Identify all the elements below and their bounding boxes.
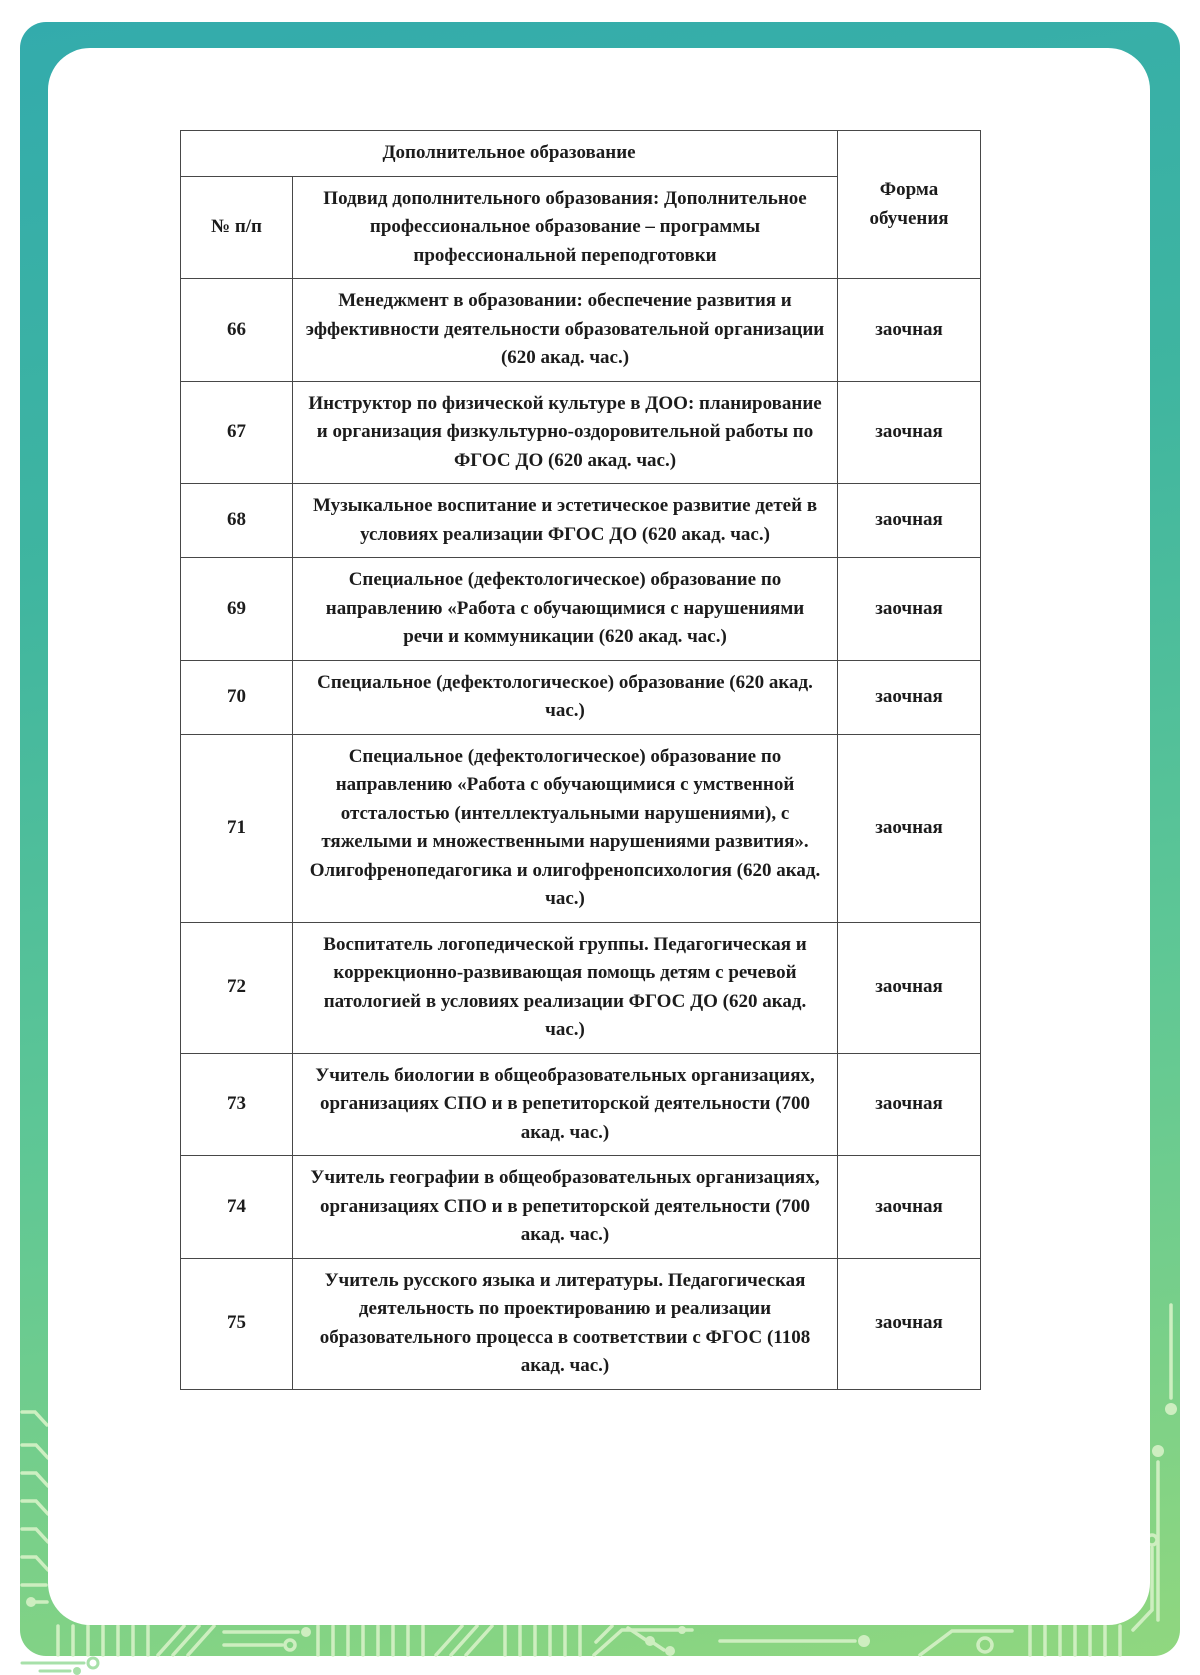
- table-header-row-group: [181, 131, 981, 177]
- row-form: заочная: [838, 558, 981, 661]
- group-header-cell: Дополнительное образование: [181, 131, 838, 177]
- table-row: [181, 381, 981, 484]
- col-header-form: Форма обучения: [838, 131, 981, 279]
- col-header-num: № п/п: [181, 176, 293, 279]
- row-program: Специальное (дефектологическое) образование (620 акад. час.): [293, 660, 838, 734]
- row-number: 68: [181, 484, 293, 558]
- row-program: Музыкальное воспитание и эстетическое развитие детей в условиях реализации ФГОС ДО (620 акад. час.): [293, 484, 838, 558]
- row-number: 71: [181, 734, 293, 922]
- row-number: 75: [181, 1258, 293, 1389]
- row-program: Учитель русского языка и литературы. Педагогическая деятельность по проектированию и реализации образовательного процесса в соответствии с ФГОС (1108 акад. час.): [293, 1258, 838, 1389]
- programs-table: [180, 130, 981, 1390]
- row-program: Учитель географии в общеобразовательных организациях, организациях СПО и в репетиторской деятельности (700 акад. час.): [293, 1156, 838, 1259]
- table-row: [181, 484, 981, 558]
- table-row: [181, 558, 981, 661]
- row-form: заочная: [838, 279, 981, 382]
- table-row: [181, 922, 981, 1053]
- table-row: [181, 1053, 981, 1156]
- row-form: заочная: [838, 660, 981, 734]
- table-body: [181, 279, 981, 1390]
- table-row: [181, 1258, 981, 1389]
- row-number: 73: [181, 1053, 293, 1156]
- table-row: [181, 734, 981, 922]
- table-row: [181, 279, 981, 382]
- row-number: 66: [181, 279, 293, 382]
- row-form: заочная: [838, 1258, 981, 1389]
- row-number: 67: [181, 381, 293, 484]
- row-program: Воспитатель логопедической группы. Педагогическая и коррекционно-развивающая помощь детям с речевой патологией в условиях реализации ФГОС ДО (620 акад. час.): [293, 922, 838, 1053]
- row-program: Инструктор по физической культуре в ДОО: планирование и организация физкультурно-оздоровительной работы по ФГОС ДО (620 акад. час.): [293, 381, 838, 484]
- col-header-program: Подвид дополнительного образования: Дополнительное профессиональное образование – программы профессиональной переподготовки: [293, 176, 838, 279]
- row-number: 70: [181, 660, 293, 734]
- row-number: 69: [181, 558, 293, 661]
- row-program: Специальное (дефектологическое) образование по направлению «Работа с обучающимися с умственной отсталостью (интеллектуальными нарушениями), с тяжелыми и множественными нарушениями развития». Олигофренопедагогика и олигофренопсихология (620 акад. час.): [293, 734, 838, 922]
- circuit-outside-corner: [22, 1658, 98, 1675]
- row-program: Учитель биологии в общеобразовательных организациях, организациях СПО и в репетиторской деятельности (700 акад. час.): [293, 1053, 838, 1156]
- row-form: заочная: [838, 734, 981, 922]
- row-program: Специальное (дефектологическое) образование по направлению «Работа с обучающимися с нарушениями речи и коммуникации (620 акад. час.): [293, 558, 838, 661]
- row-form: заочная: [838, 922, 981, 1053]
- table-header: [181, 131, 981, 279]
- table-row: [181, 660, 981, 734]
- table-row: [181, 1156, 981, 1259]
- row-number: 74: [181, 1156, 293, 1259]
- row-form: заочная: [838, 484, 981, 558]
- row-form: заочная: [838, 381, 981, 484]
- row-number: 72: [181, 922, 293, 1053]
- row-form: заочная: [838, 1053, 981, 1156]
- row-program: Менеджмент в образовании: обеспечение развития и эффективности деятельности образовательной организации (620 акад. час.): [293, 279, 838, 382]
- row-form: заочная: [838, 1156, 981, 1259]
